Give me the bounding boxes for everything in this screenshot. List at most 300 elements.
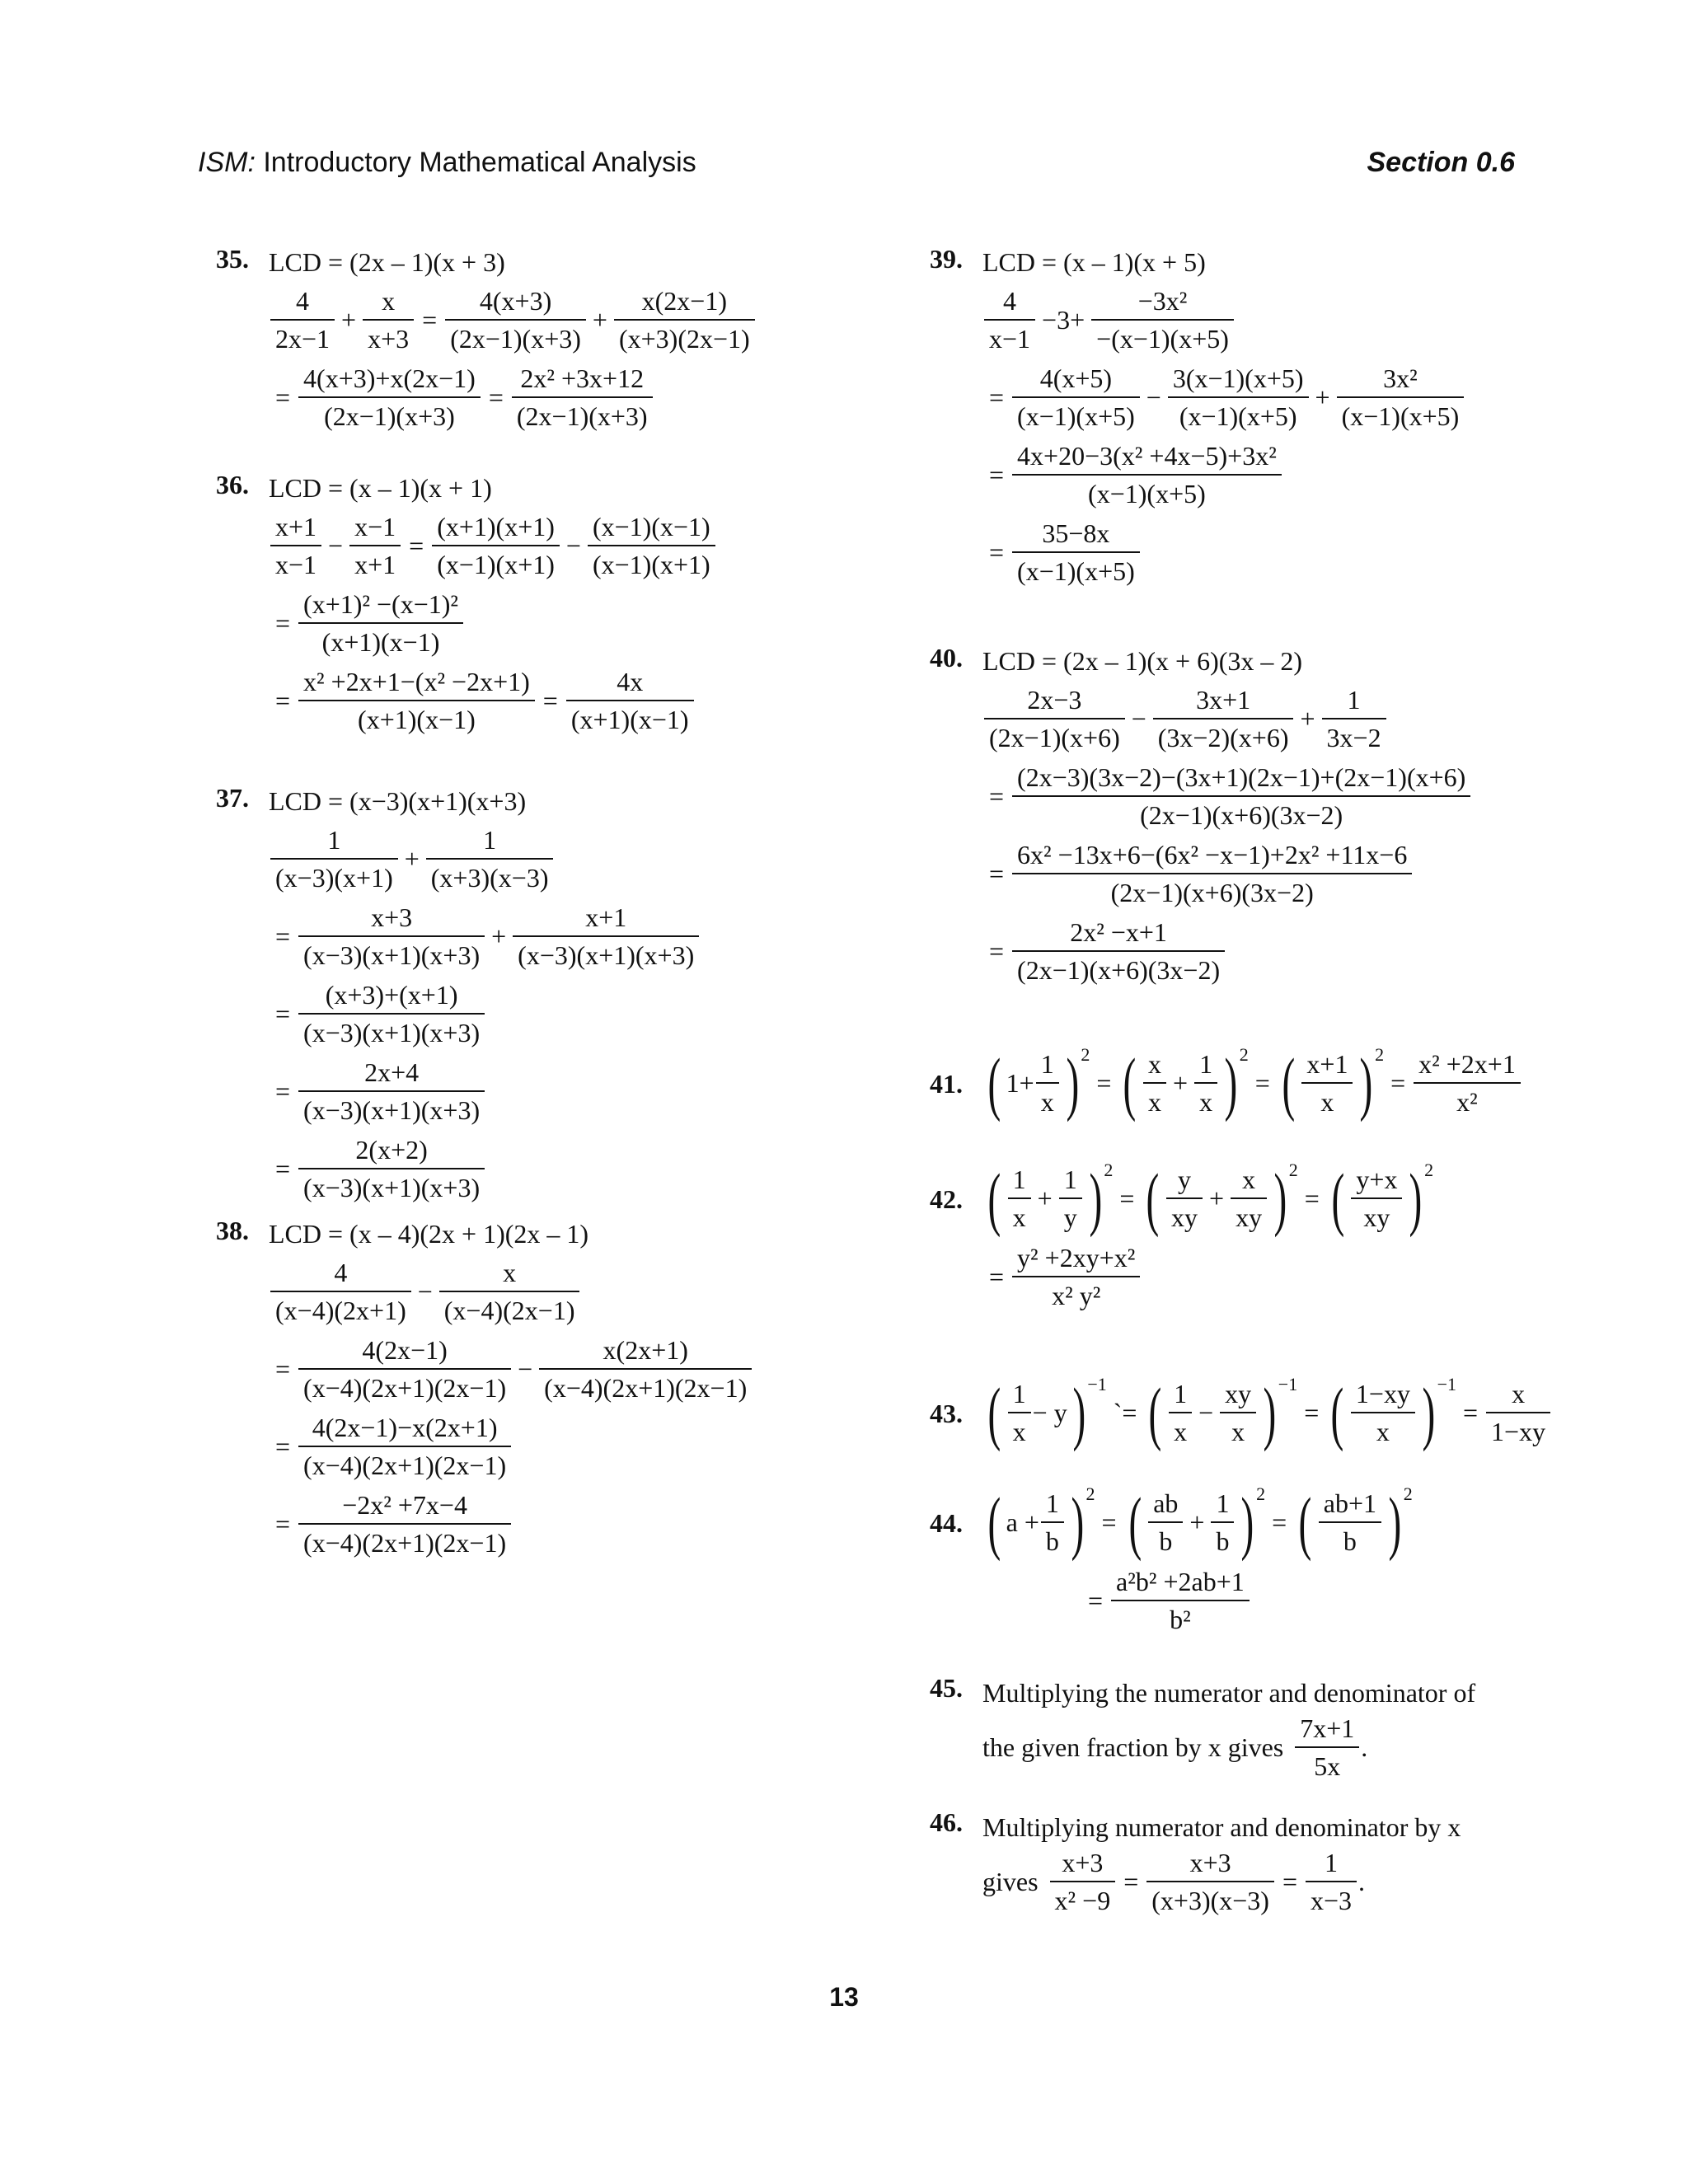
text-line: the given fraction by x gives bbox=[982, 1732, 1284, 1762]
fraction bbox=[513, 902, 699, 971]
numerator: 3x² bbox=[1383, 363, 1418, 393]
equals-sign: = bbox=[1096, 1067, 1112, 1098]
denominator: (x+1)(x−1) bbox=[566, 700, 694, 735]
step bbox=[269, 1257, 842, 1326]
exponent: −1 bbox=[1437, 1374, 1456, 1394]
equals-sign: = bbox=[989, 858, 1005, 888]
numerator: 4(2x−1)−x(2x+1) bbox=[312, 1413, 498, 1442]
numerator: 1 bbox=[1325, 1848, 1339, 1877]
denominator: xy bbox=[1166, 1197, 1203, 1233]
numerator: 2(x+2) bbox=[355, 1135, 428, 1165]
paren-group: ( $\frac{1-xy}{x}$ ) −1 bbox=[1330, 1373, 1456, 1452]
numerator: 4x+20−3(x² +4x−5)+3x² bbox=[1017, 441, 1277, 471]
numerator: 35−8x bbox=[1042, 518, 1110, 548]
step bbox=[269, 363, 842, 432]
equals-sign: = bbox=[1304, 1397, 1320, 1427]
equals-sign: = bbox=[275, 1508, 291, 1539]
problem-42 bbox=[930, 1158, 1556, 1319]
problem-number: 37. bbox=[216, 783, 249, 813]
numerator: 1 bbox=[1216, 1488, 1230, 1518]
denominator: 2x−1 bbox=[270, 319, 335, 354]
paren-group: ( $\frac{y}{xy}$ + $\frac{x}{xy}$ ) 2 bbox=[1146, 1159, 1298, 1238]
denominator: (x−3)(x+1)(x+3) bbox=[513, 935, 699, 971]
problem-number: 40. bbox=[930, 643, 963, 673]
fraction bbox=[298, 666, 535, 735]
exponent: 2 bbox=[1288, 1160, 1298, 1180]
lcd-line: LCD = (x – 1)(x + 1) bbox=[269, 473, 492, 503]
fraction bbox=[1168, 363, 1309, 432]
running-header-section: Section 0.6 bbox=[1367, 147, 1515, 178]
operator: + bbox=[1300, 703, 1315, 733]
numerator: xy bbox=[1225, 1379, 1252, 1408]
denominator: x² y² bbox=[1012, 1276, 1140, 1311]
step bbox=[269, 824, 842, 893]
numerator: 1 bbox=[1199, 1049, 1213, 1079]
fraction bbox=[1211, 1488, 1234, 1557]
fraction bbox=[1008, 1164, 1031, 1233]
numerator: 7x+1 bbox=[1300, 1713, 1355, 1743]
equals-sign: = bbox=[275, 921, 291, 951]
numerator: ab bbox=[1153, 1488, 1179, 1518]
equals-sign: = bbox=[1254, 1067, 1270, 1098]
fraction bbox=[1050, 1847, 1116, 1916]
fraction bbox=[298, 1334, 511, 1404]
denominator: b² bbox=[1111, 1600, 1250, 1635]
problem-number: 42. bbox=[930, 1184, 963, 1214]
numerator: −2x² +7x−4 bbox=[342, 1490, 467, 1520]
step bbox=[982, 1242, 1556, 1311]
lcd-line: LCD = (2x – 1)(x + 6)(3x – 2) bbox=[982, 646, 1303, 676]
operator: + bbox=[1209, 1183, 1225, 1213]
numerator: (x+1)(x+1) bbox=[437, 512, 555, 541]
numerator: x bbox=[1512, 1379, 1526, 1408]
problem-37 bbox=[216, 783, 842, 1212]
numerator: 4 bbox=[1003, 286, 1017, 316]
denominator: x−3 bbox=[1306, 1881, 1357, 1916]
denominator: x+1 bbox=[349, 545, 401, 580]
fraction bbox=[512, 363, 653, 432]
fraction bbox=[349, 511, 401, 580]
numerator: 2x² −x+1 bbox=[1070, 917, 1167, 947]
fraction bbox=[298, 588, 463, 658]
numerator: x² +2x+1−(x² −2x+1) bbox=[303, 667, 530, 696]
step bbox=[269, 1334, 842, 1404]
fraction bbox=[270, 824, 398, 893]
numerator: y bbox=[1178, 1165, 1192, 1194]
denominator: (x−1)(x+5) bbox=[1337, 396, 1465, 432]
fraction bbox=[1231, 1164, 1267, 1233]
equals-sign: = bbox=[989, 935, 1005, 966]
step bbox=[269, 588, 842, 658]
step bbox=[982, 1043, 1556, 1122]
fraction bbox=[1143, 1048, 1166, 1118]
denominator: (x−1)(x+5) bbox=[1012, 551, 1140, 587]
denominator: (x−3)(x+1)(x+3) bbox=[298, 1168, 485, 1203]
denominator: (x+3)(2x−1) bbox=[614, 319, 755, 354]
equals-sign: = bbox=[989, 1261, 1005, 1291]
numerator: y+x bbox=[1356, 1165, 1398, 1194]
fraction bbox=[614, 285, 755, 354]
denominator: (x+1)(x−1) bbox=[298, 700, 535, 735]
term: a + bbox=[1006, 1507, 1039, 1537]
fraction bbox=[298, 1134, 485, 1203]
numerator: x+3 bbox=[1189, 1848, 1231, 1877]
numerator: 2x² +3x+12 bbox=[520, 363, 645, 393]
paren-group: ( $\frac{x}{x}$ + $\frac{1}{x}$ ) 2 bbox=[1123, 1043, 1249, 1122]
fraction bbox=[1091, 285, 1234, 354]
step bbox=[269, 902, 842, 971]
equals-sign: = bbox=[275, 1353, 291, 1384]
paren-group: ( 1+ $\frac{1}{x}$ ) 2 bbox=[987, 1043, 1090, 1122]
denominator: x−1 bbox=[270, 545, 321, 580]
fraction bbox=[298, 979, 485, 1048]
operator: + bbox=[1315, 382, 1330, 412]
page-number: 13 bbox=[829, 1982, 859, 2012]
numerator: 4x bbox=[617, 667, 644, 696]
numerator: 2x−3 bbox=[1027, 685, 1082, 715]
fraction bbox=[1153, 684, 1294, 753]
step bbox=[982, 1159, 1556, 1238]
step bbox=[982, 285, 1556, 354]
numerator: x bbox=[1148, 1049, 1162, 1079]
fraction bbox=[426, 824, 554, 893]
fraction bbox=[1194, 1048, 1217, 1118]
equals-sign: = bbox=[1463, 1397, 1479, 1427]
numerator: 4(x+3) bbox=[479, 286, 552, 316]
paren-group: ( $\frac{x+1}{x}$ ) 2 bbox=[1282, 1043, 1385, 1122]
numerator: x bbox=[382, 286, 396, 316]
problem-number: 45. bbox=[930, 1673, 963, 1703]
term: 1+ bbox=[1006, 1067, 1034, 1098]
numerator: 3(x−1)(x+5) bbox=[1172, 363, 1304, 393]
denominator: (x−1)(x+1) bbox=[588, 545, 715, 580]
exponent: 2 bbox=[1256, 1483, 1266, 1504]
numerator: 3x+1 bbox=[1196, 685, 1251, 715]
lcd-line: LCD = (x – 4)(2x + 1)(2x – 1) bbox=[269, 1219, 589, 1249]
equals-sign: = bbox=[1119, 1183, 1135, 1213]
numerator: 1 bbox=[1012, 1379, 1026, 1408]
exponent: −1 bbox=[1278, 1374, 1298, 1394]
fraction bbox=[1041, 1488, 1064, 1557]
equals-sign: = bbox=[275, 1076, 291, 1106]
lcd-line: LCD = (2x – 1)(x + 3) bbox=[269, 247, 505, 277]
operator: + bbox=[1173, 1067, 1189, 1098]
lcd-line: LCD = (x – 1)(x + 5) bbox=[982, 247, 1206, 277]
text-line: gives bbox=[982, 1866, 1039, 1896]
denominator: (2x−1)(x+6)(3x−2) bbox=[1012, 873, 1412, 908]
step bbox=[982, 1373, 1556, 1452]
denominator: (2x−1)(x+6)(3x−2) bbox=[1012, 795, 1470, 831]
step bbox=[269, 1489, 842, 1558]
step bbox=[982, 1847, 1556, 1916]
problem-38 bbox=[216, 1216, 842, 1567]
denominator: x+3 bbox=[363, 319, 414, 354]
fraction bbox=[298, 1412, 511, 1481]
numerator: y² +2xy+x² bbox=[1017, 1243, 1136, 1272]
fraction bbox=[298, 902, 485, 971]
fraction bbox=[270, 1257, 411, 1326]
equals-sign: = bbox=[422, 304, 438, 335]
denominator: (2x−1)(x+6) bbox=[984, 718, 1125, 753]
denominator: x bbox=[1036, 1082, 1059, 1118]
equals-sign: = bbox=[1282, 1866, 1297, 1896]
exponent: 2 bbox=[1424, 1160, 1434, 1180]
equals-sign: = bbox=[989, 780, 1005, 811]
step bbox=[982, 363, 1556, 432]
paren-group: ( $\frac{1}{x}$ + $\frac{1}{y}$ ) 2 bbox=[987, 1159, 1114, 1238]
equals-sign: = bbox=[989, 537, 1005, 567]
fraction bbox=[1012, 916, 1225, 986]
fraction bbox=[1059, 1164, 1082, 1233]
denominator: (x−4)(2x−1) bbox=[439, 1291, 580, 1326]
text-line: Multiplying numerator and denominator by x bbox=[982, 1812, 1461, 1842]
exponent: 2 bbox=[1375, 1044, 1385, 1065]
denominator: (x−4)(2x+1)(2x−1) bbox=[298, 1446, 511, 1481]
fraction bbox=[984, 285, 1035, 354]
paren-group: ( a + $\frac{1}{b}$ ) 2 bbox=[987, 1483, 1095, 1562]
fraction bbox=[1295, 1713, 1359, 1782]
denominator: (2x−1)(x+3) bbox=[512, 396, 653, 432]
numerator: x+1 bbox=[1306, 1049, 1348, 1079]
problem-41 bbox=[930, 1043, 1556, 1127]
equals-sign: = bbox=[1304, 1183, 1320, 1213]
paren-group: ( $\frac{1}{x}$ − y ) −1 bbox=[987, 1373, 1107, 1452]
numerator: (2x−3)(3x−2)−(3x+1)(2x−1)+(2x−1)(x+6) bbox=[1017, 762, 1466, 792]
fraction bbox=[270, 285, 335, 354]
numerator: 1 bbox=[327, 825, 341, 855]
step bbox=[269, 1134, 842, 1203]
fraction bbox=[363, 285, 414, 354]
equals-sign: = bbox=[409, 530, 424, 560]
denominator: x bbox=[1194, 1082, 1217, 1118]
operator: + bbox=[1189, 1507, 1205, 1537]
operator: − bbox=[1198, 1397, 1214, 1427]
problem-35 bbox=[216, 244, 842, 440]
numerator: 1−xy bbox=[1355, 1379, 1410, 1408]
lcd-line: LCD = (x−3)(x+1)(x+3) bbox=[269, 786, 527, 816]
numerator: 1 bbox=[1045, 1488, 1059, 1518]
header-prefix: ISM: bbox=[198, 147, 256, 178]
denominator: 1−xy bbox=[1486, 1412, 1550, 1447]
denominator: xy bbox=[1231, 1197, 1267, 1233]
equals-sign: = bbox=[488, 382, 504, 412]
fraction bbox=[539, 1334, 752, 1404]
period: . bbox=[1358, 1866, 1366, 1896]
problem-45 bbox=[930, 1673, 1556, 1790]
numerator: −3x² bbox=[1137, 286, 1188, 316]
step bbox=[269, 979, 842, 1048]
denominator: 5x bbox=[1295, 1746, 1359, 1782]
fraction bbox=[1166, 1164, 1203, 1233]
exponent: 2 bbox=[1081, 1044, 1090, 1065]
fraction bbox=[1319, 1488, 1381, 1557]
equals-sign: = bbox=[1390, 1067, 1406, 1098]
fraction bbox=[1414, 1048, 1521, 1118]
numerator: x+3 bbox=[371, 902, 413, 932]
equals-sign: = bbox=[275, 998, 291, 1029]
denominator: x bbox=[1351, 1412, 1415, 1447]
operator: − bbox=[518, 1353, 533, 1384]
step bbox=[269, 1412, 842, 1481]
numerator: 4 bbox=[334, 1258, 348, 1287]
denominator: x bbox=[1008, 1197, 1031, 1233]
numerator: ab+1 bbox=[1323, 1488, 1377, 1518]
denominator: (x−3)(x+1)(x+3) bbox=[298, 1090, 485, 1126]
paren-group: ( $\frac{ab}{b}$ + $\frac{1}{b}$ ) 2 bbox=[1128, 1483, 1266, 1562]
step bbox=[269, 511, 842, 580]
step bbox=[982, 440, 1556, 509]
operator: − bbox=[1146, 382, 1161, 412]
denominator: x² −9 bbox=[1050, 1881, 1116, 1916]
fraction bbox=[566, 666, 694, 735]
numerator: 1 bbox=[1063, 1165, 1077, 1194]
exponent: 2 bbox=[1239, 1044, 1249, 1065]
fraction bbox=[1148, 1488, 1183, 1557]
numerator: 4 bbox=[296, 286, 310, 316]
step bbox=[982, 839, 1556, 908]
denominator: b bbox=[1211, 1521, 1234, 1557]
denominator: x bbox=[1301, 1082, 1353, 1118]
operator: −3+ bbox=[1042, 304, 1085, 335]
equals-sign: = bbox=[275, 382, 291, 412]
denominator: x bbox=[1220, 1412, 1256, 1447]
equals-sign: = bbox=[1123, 1866, 1139, 1896]
fraction bbox=[1306, 1847, 1357, 1916]
denominator: (x−1)(x+5) bbox=[1012, 474, 1282, 509]
fraction bbox=[1220, 1378, 1256, 1447]
numerator: (x+1)² −(x−1)² bbox=[303, 589, 458, 619]
denominator: x bbox=[1169, 1412, 1192, 1447]
fraction bbox=[270, 511, 321, 580]
denominator: (2x−1)(x+3) bbox=[298, 396, 481, 432]
fraction bbox=[439, 1257, 580, 1326]
fraction bbox=[298, 363, 481, 432]
denominator: (x−1)(x+5) bbox=[1012, 396, 1140, 432]
fraction bbox=[1012, 440, 1282, 509]
numerator: x+3 bbox=[1062, 1848, 1104, 1877]
denominator: x−1 bbox=[984, 319, 1035, 354]
fraction bbox=[1012, 518, 1140, 587]
problem-number: 36. bbox=[216, 470, 249, 499]
denominator: (x−4)(2x+1) bbox=[270, 1291, 411, 1326]
denominator: (3x−2)(x+6) bbox=[1153, 718, 1294, 753]
step bbox=[982, 684, 1556, 753]
denominator: (x−4)(2x+1)(2x−1) bbox=[298, 1523, 511, 1558]
fraction bbox=[1169, 1378, 1192, 1447]
fraction bbox=[1008, 1378, 1031, 1447]
step bbox=[982, 916, 1556, 986]
step bbox=[982, 1713, 1556, 1782]
equals-sign: = bbox=[1088, 1585, 1104, 1615]
fraction bbox=[432, 511, 560, 580]
equals-sign: = bbox=[275, 1153, 291, 1183]
equals-sign: = bbox=[989, 382, 1005, 412]
equals-sign: = bbox=[275, 1431, 291, 1461]
denominator: (2x−1)(x+6)(3x−2) bbox=[1012, 950, 1225, 986]
operator: + bbox=[404, 843, 420, 874]
numerator: 1 bbox=[1347, 685, 1361, 715]
term: − y bbox=[1032, 1397, 1067, 1427]
fraction bbox=[445, 285, 586, 354]
problem-number: 35. bbox=[216, 244, 249, 274]
numerator: x+1 bbox=[585, 902, 627, 932]
denominator: (2x−1)(x+3) bbox=[445, 319, 586, 354]
denominator: x² bbox=[1414, 1082, 1521, 1118]
denominator: −(x−1)(x+5) bbox=[1091, 319, 1234, 354]
denominator: (x−1)(x+5) bbox=[1168, 396, 1309, 432]
fraction bbox=[298, 1489, 511, 1558]
exponent: 2 bbox=[1085, 1483, 1095, 1504]
numerator: x+1 bbox=[275, 512, 317, 541]
paren-group: ( $\frac{y+x}{xy}$ ) 2 bbox=[1331, 1159, 1434, 1238]
problem-number: 44. bbox=[930, 1508, 963, 1538]
numerator: 1 bbox=[1012, 1165, 1026, 1194]
fraction bbox=[1111, 1566, 1250, 1635]
denominator: (x+1)(x−1) bbox=[298, 622, 463, 658]
denominator: b bbox=[1041, 1521, 1064, 1557]
numerator: x(2x+1) bbox=[603, 1335, 688, 1365]
fraction bbox=[984, 684, 1125, 753]
operator: − bbox=[328, 530, 344, 560]
numerator: x bbox=[503, 1258, 517, 1287]
numerator: a²b² +2ab+1 bbox=[1116, 1567, 1245, 1596]
text-line: Multiplying the numerator and denominator of bbox=[982, 1678, 1476, 1708]
equals-sign: = bbox=[1101, 1507, 1117, 1537]
paren-group: ( $\frac{1}{x}$ − $\frac{xy}{x}$ ) −1 bbox=[1148, 1373, 1298, 1452]
problem-number: 43. bbox=[930, 1399, 963, 1428]
step bbox=[982, 762, 1556, 831]
problem-43 bbox=[930, 1372, 1556, 1456]
numerator: x(2x−1) bbox=[641, 286, 727, 316]
operator: + bbox=[491, 921, 507, 951]
numerator: 1 bbox=[1040, 1049, 1054, 1079]
fraction bbox=[1012, 1242, 1140, 1311]
numerator: (x+3)+(x+1) bbox=[325, 980, 458, 1010]
numerator: 4(2x−1) bbox=[362, 1335, 448, 1365]
denominator: (x+3)(x−3) bbox=[1146, 1881, 1274, 1916]
fraction bbox=[1036, 1048, 1059, 1118]
operator: − bbox=[417, 1276, 433, 1306]
exponent: −1 bbox=[1087, 1374, 1107, 1394]
numerator: x−1 bbox=[354, 512, 396, 541]
step bbox=[269, 666, 842, 735]
period: . bbox=[1361, 1732, 1368, 1762]
exponent: 2 bbox=[1104, 1160, 1114, 1180]
problem-39 bbox=[930, 244, 1556, 595]
numerator: 4(x+5) bbox=[1039, 363, 1113, 393]
problem-number: 39. bbox=[930, 244, 963, 274]
fraction bbox=[1486, 1378, 1550, 1447]
denominator: (x−3)(x+1)(x+3) bbox=[298, 935, 485, 971]
numerator: 2x+4 bbox=[364, 1057, 420, 1087]
equals-sign: = bbox=[275, 685, 291, 715]
numerator: (x−1)(x−1) bbox=[592, 512, 710, 541]
numerator: 1 bbox=[483, 825, 497, 855]
denominator: b bbox=[1148, 1521, 1183, 1557]
problem-44 bbox=[930, 1482, 1556, 1643]
problem-number: 38. bbox=[216, 1216, 249, 1245]
denominator: (x−4)(2x+1)(2x−1) bbox=[298, 1368, 511, 1404]
equals-sign: = bbox=[1272, 1507, 1287, 1537]
problem-number: 46. bbox=[930, 1807, 963, 1837]
denominator: xy bbox=[1351, 1197, 1402, 1233]
denominator: (x−1)(x+1) bbox=[432, 545, 560, 580]
equals-sign: = bbox=[989, 459, 1005, 490]
denominator: (x−4)(2x+1)(2x−1) bbox=[539, 1368, 752, 1404]
step bbox=[269, 285, 842, 354]
fraction bbox=[1351, 1164, 1402, 1233]
denominator: (x+3)(x−3) bbox=[426, 858, 554, 893]
